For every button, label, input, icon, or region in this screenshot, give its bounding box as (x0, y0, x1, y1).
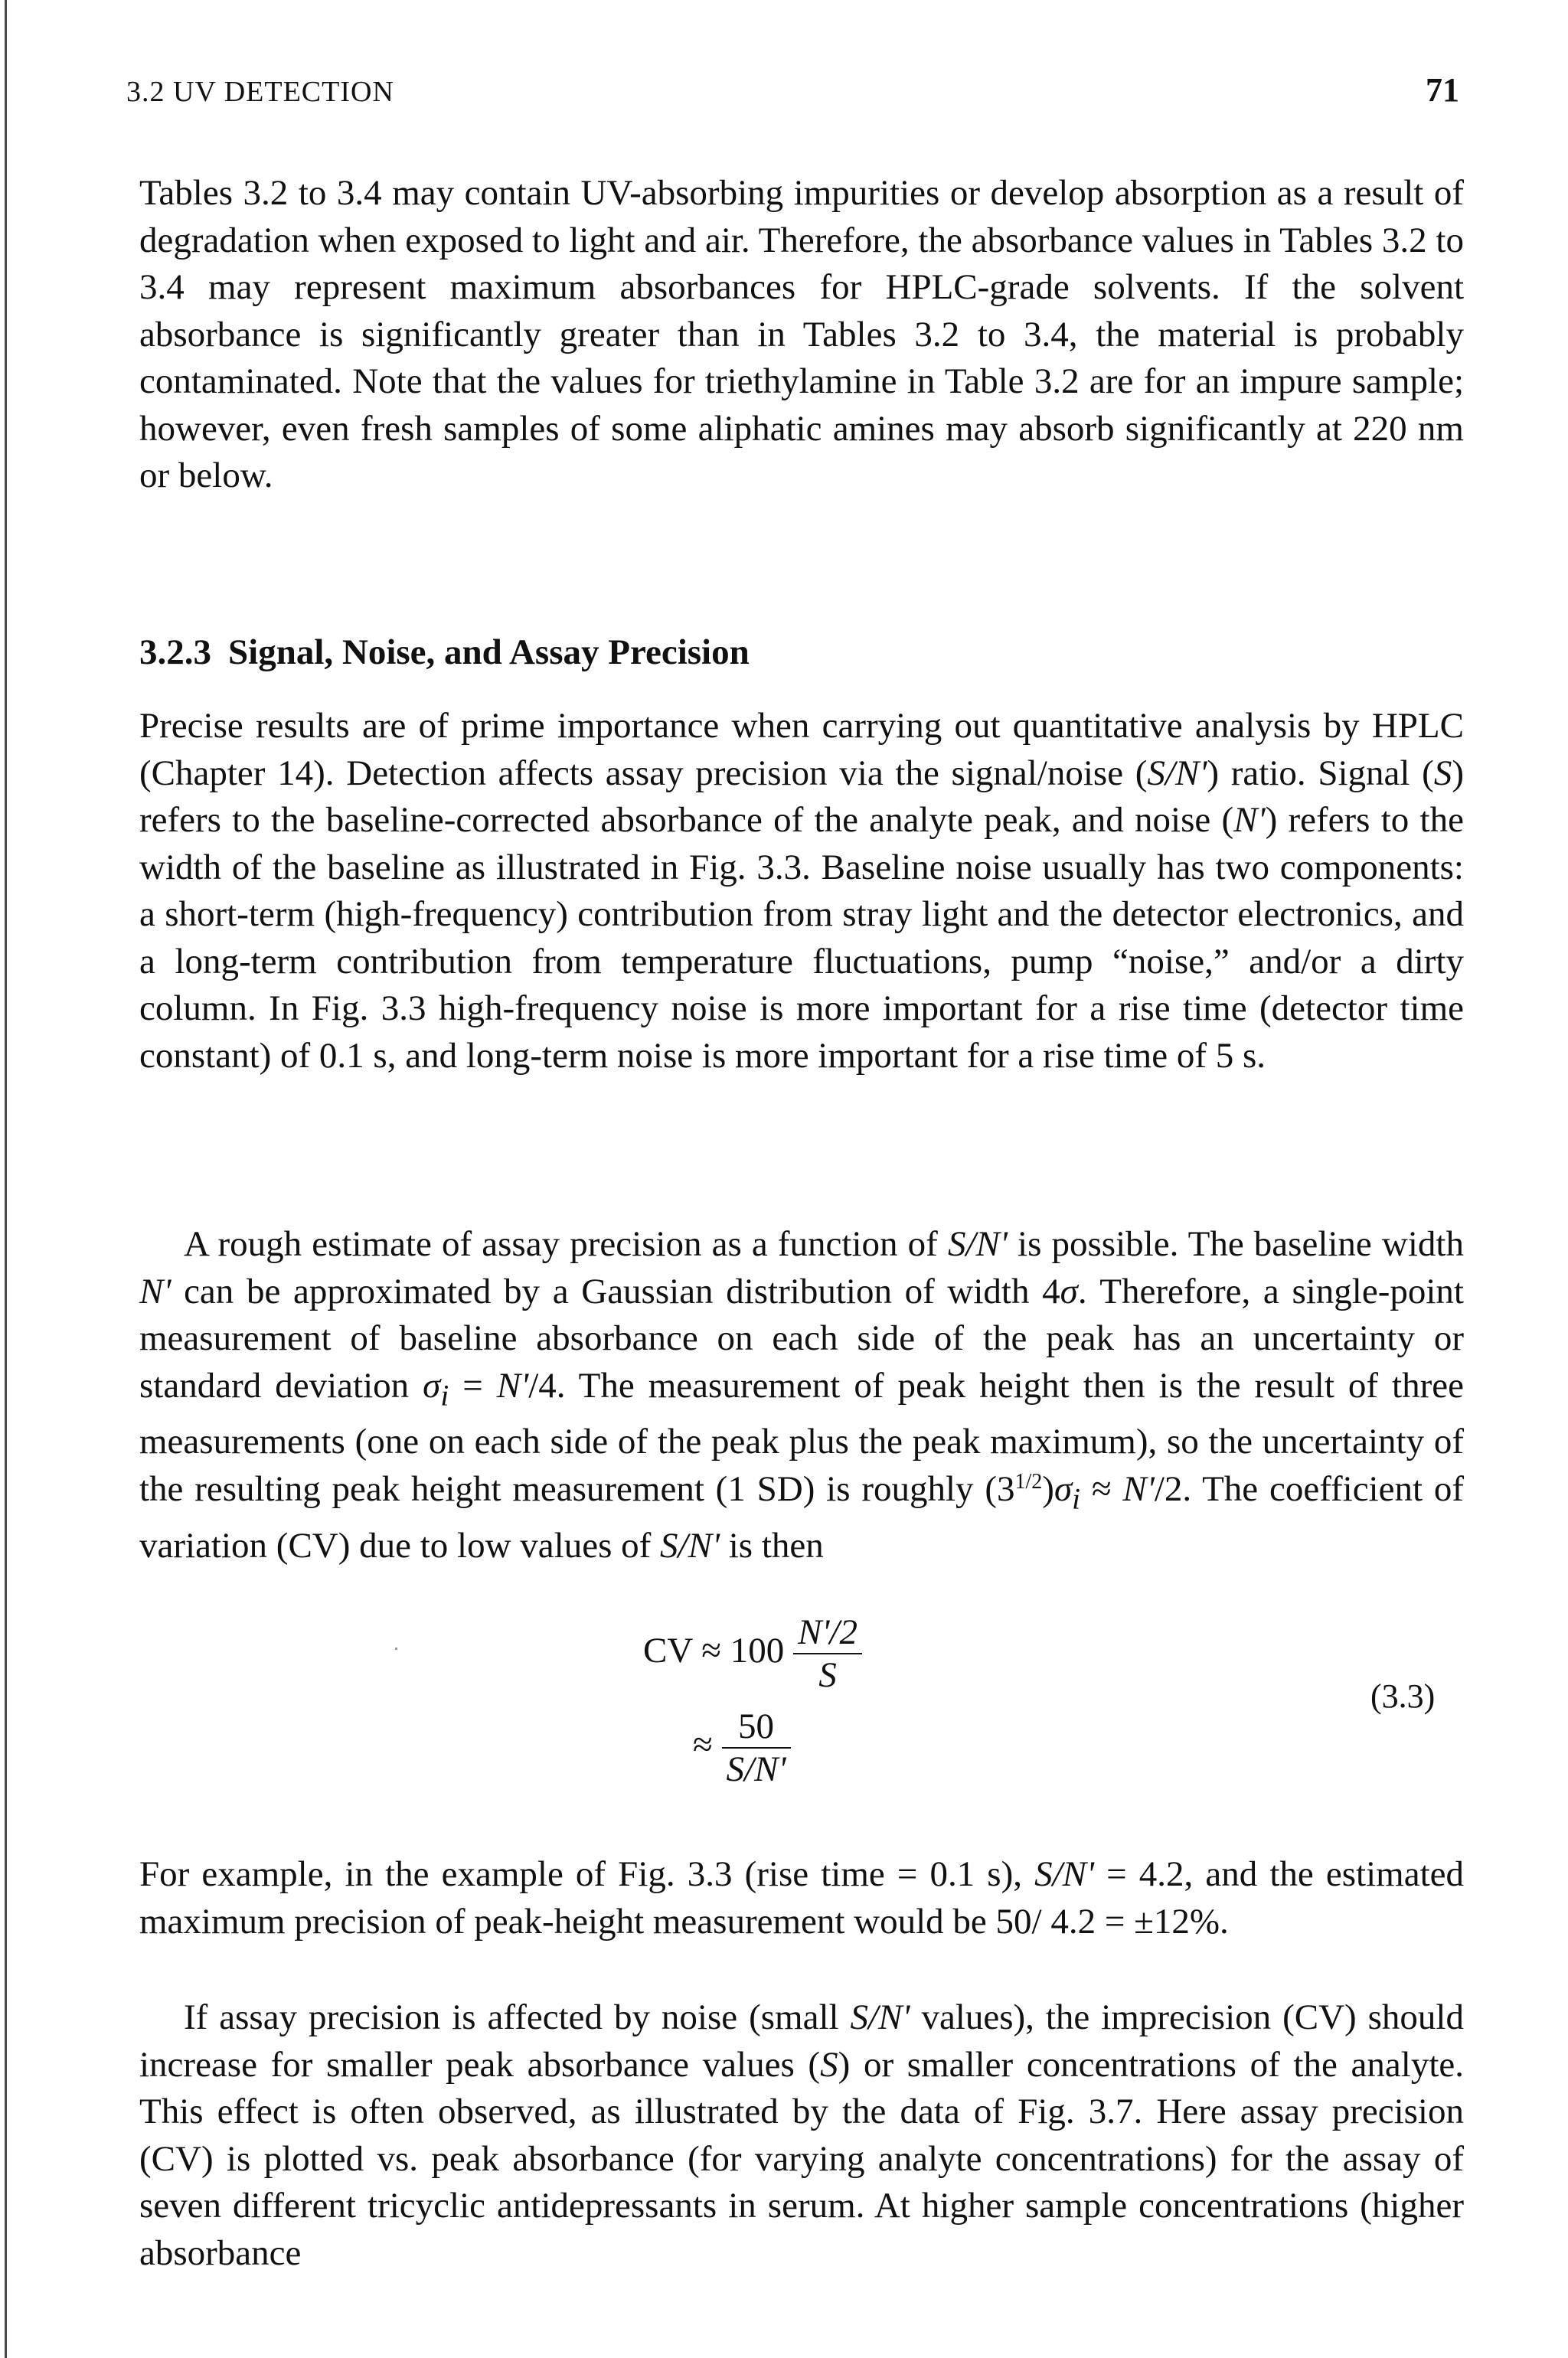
paragraph-imprecision: If assay precision is affected by noise (small S/N' values), the imprecision (CV) should increase for smaller peak absorbance values (S) or smaller concentrations of the analyte. This effect is often observed, as illustrated by the data of Fig. 3.7. Here assay precision (CV) is plotted vs. peak absorbance (for varying analyte concentrations) for the assay of seven different tricyclic antidepressants in serum. At higher sample concentrations (higher absorbance (139, 1997, 1464, 2273)
paragraph-precision-estimate: A rough estimate of assay precision as a function of S/N' is possible. The baseline width N' can be approximated by a Gaussian distribution of width 4σ. Therefore, a single-point measurement of baseline absorbance on each side of the peak has an uncertainty or standard deviation $\sigma_i = N'/4$. The measurement of peak height then is the result of three measurements (one on each side of the peak plus the peak maximum), so the uncertainty of the resulting peak height measurement (1 SD) is roughly $(3^{1/2})\sigma_i \approx N'/2$. The coefficient of variation (CV) due to low values of S/N' is then (139, 1224, 1464, 1566)
section-number: 3.2.3 (139, 632, 211, 672)
equation-lhs: CV ≈ 100 (643, 1630, 785, 1671)
paragraph-tables-impurities: Tables 3.2 to 3.4 may contain UV-absorbing impurities or develop absorption as a result of degradation when exposed to light and air. Therefore, the absorbance values in Tables 3.2 to 3.4 may represent maximum absorbances for HPLC-grade solvents. If the solvent absorbance is significantly greater than in Tables 3.2 to 3.4, the material is probably contaminated. Note that the values for triethylamine in Table 3.2 are for an impure sample; however, even fresh samples of some aliphatic amines may absorb significantly at 220 nm or below. (139, 173, 1464, 495)
fraction-50-over-sn: $\frac{50}{S/N'}$ (722, 1706, 791, 1790)
scan-speck (395, 1648, 397, 1650)
paragraph-signal-noise: Precise results are of prime importance when carrying out quantitative analysis by HPLC (Chapter 14). Detection affects assay precision via the signal/noise (S/N') ratio. Signal (S) refers to the baseline-corrected absorbance of the analyte peak, and noise (N') refers to the width of the baseline as illustrated in Fig. 3.3. Baseline noise usually has two components: a short-term (high-frequency) contribution from stray light and the detector electronics, and a long-term contribution from temperature fluctuations, pump “noise,” and/or a dirty column. In Fig. 3.3 high-frequency noise is more important for a rise time (detector time constant) of 0.1 s, and long-term noise is more important for a rise time of 5 s. (139, 706, 1464, 1076)
approx-sign: ≈ (693, 1724, 713, 1765)
section-heading (139, 632, 750, 673)
equation-line-2 (693, 1706, 791, 1790)
section-title: Signal, Noise, and Assay Precision (228, 632, 750, 672)
page-number: 71 (1426, 71, 1459, 109)
fraction-n-over-s: $\frac{N'/2}{S}$ (793, 1612, 862, 1696)
page-edge-rule (5, 0, 7, 2358)
running-head: 3.2 UV DETECTION (126, 76, 394, 108)
equation-line-1 (643, 1612, 862, 1696)
paragraph-example: For example, in the example of Fig. 3.3 (rise time = 0.1 s), S/N' = 4.2, and the estimated maximum precision of peak-height measurement would be 50/ 4.2 = ±12%. (139, 1854, 1464, 1942)
equation-number: (3.3) (1370, 1677, 1436, 1715)
